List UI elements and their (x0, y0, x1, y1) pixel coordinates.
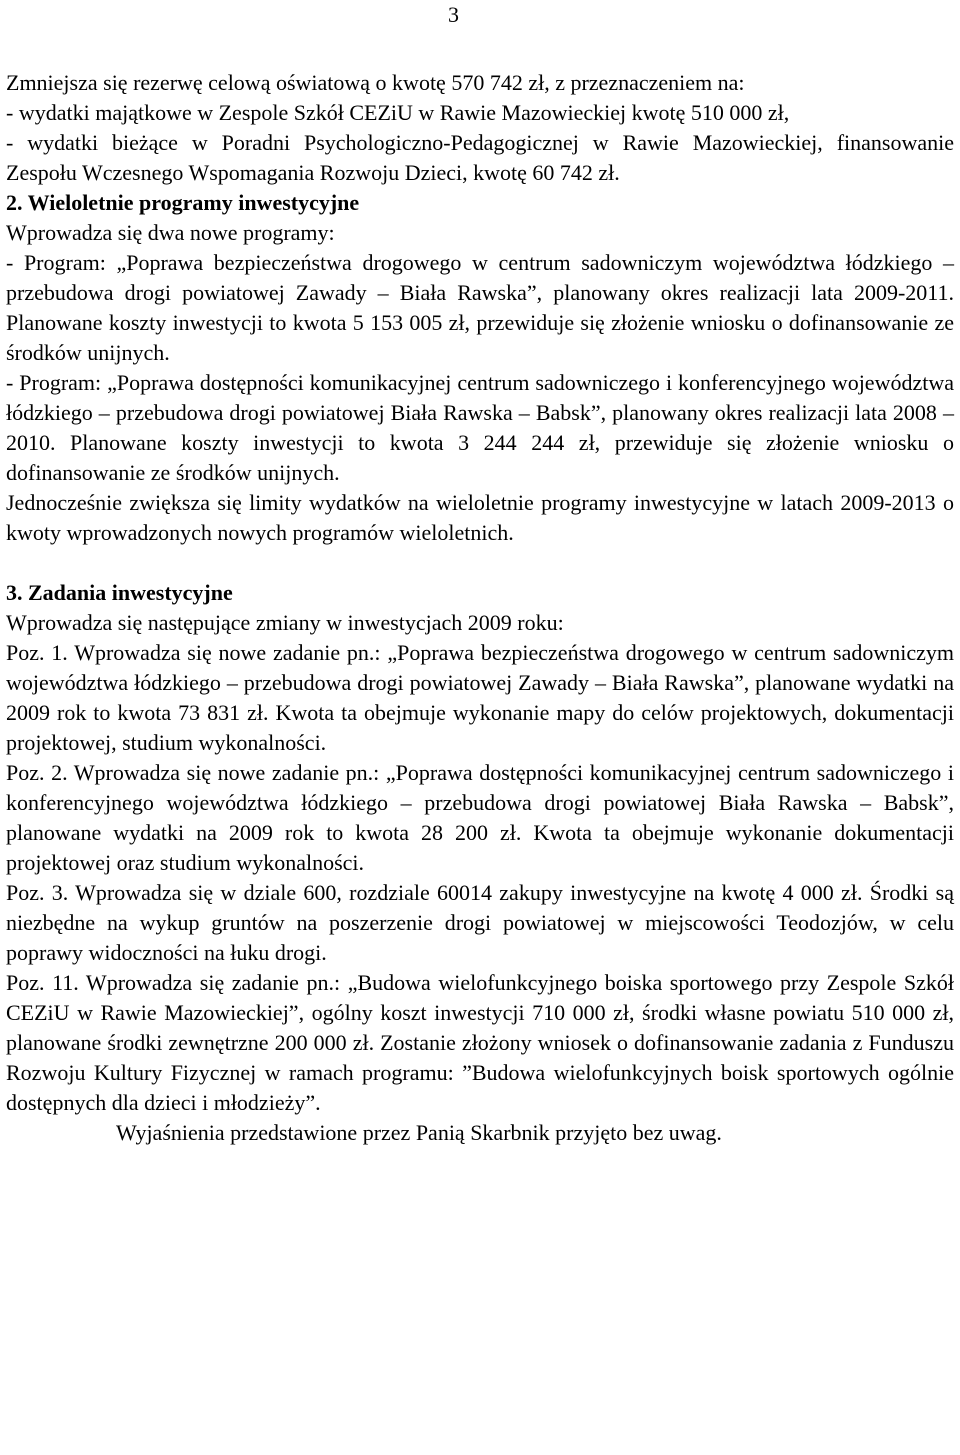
section-heading-multiyear-programs: 2. Wieloletnie programy inwestycyjne (6, 190, 360, 215)
closing-note: Wyjaśnienia przedstawione przez Panią Skarbnik przyjęto bez uwag. (116, 1120, 722, 1145)
investment-item-poz-11: Poz. 11. Wprowadza się zadanie pn.: „Budowa wielofunkcyjnego boiska sportowego przy Zespole Szkół CEZiU w Rawie Mazowieckiej”, ogólny koszt inwestycji 710 000 zł, środki własne powiatu 510 000 zł, planowane środki zewnętrzne 200 000 zł. Zostanie złożony wniosek o dofinansowanie zadania z Funduszu Rozwoju Kultury Fizycznej w ramach programu: ”Budowa wielofunkcyjnych boisk sportowych ogólnie dostępnych dla dzieci i młodzieży”. (6, 970, 954, 1115)
reserve-reduction-intro: Zmniejsza się rezerwę celową oświatową o kwotę 570 742 zł, z przeznaczeniem na: (6, 70, 745, 95)
section-heading-investment-tasks: 3. Zadania inwestycyjne (6, 580, 233, 605)
section-spacer (6, 548, 954, 578)
reserve-item-current-expenditure: - wydatki bieżące w Poradni Psychologiczno-Pedagogicznej w Rawie Mazowieckiej, finansowanie Zespołu Wczesnego Wspomagania Rozwoju Dzieci, kwotę 60 742 zł. (6, 130, 954, 185)
program-road-safety: - Program: „Poprawa bezpieczeństwa drogowego w centrum sadowniczym województwa łódzkiego – przebudowa drogi powiatowej Zawady – Biała Rawska”, planowany okres realizacji lata 2009-2011. Planowane koszty inwestycji to kwota 5 153 005 zł, przewiduje się złożenie wniosku o dofinansowanie ze środków unijnych. (6, 250, 954, 365)
investment-changes-intro: Wprowadza się następujące zmiany w inwestycjach 2009 roku: (6, 610, 564, 635)
investment-item-poz-3: Poz. 3. Wprowadza się w dziale 600, rozdziale 60014 zakupy inwestycyjne na kwotę 4 000 zł. Środki są niezbędne na wykup gruntów na poszerzenie drogi powiatowej w miejscowości Teodozjów, w celu poprawy widoczności na łuku drogi. (6, 880, 954, 965)
investment-item-poz-2: Poz. 2. Wprowadza się nowe zadanie pn.: „Poprawa dostępności komunikacyjnej centrum sadowniczego i konferencyjnego województwa łódzkiego – przebudowa drogi powiatowej Biała Rawska – Babsk”, planowane wydatki na 2009 rok to kwota 28 200 zł. Kwota ta obejmuje wykonanie dokumentacji projektowej oraz studium wykonalności. (6, 760, 954, 875)
reserve-item-capital-expenditure: - wydatki majątkowe w Zespole Szkół CEZiU w Rawie Mazowieckiej kwotę 510 000 zł, (6, 100, 790, 125)
programs-intro: Wprowadza się dwa nowe programy: (6, 220, 335, 245)
page-number: 3 (448, 2, 459, 27)
program-accessibility: - Program: „Poprawa dostępności komunikacyjnej centrum sadowniczego i konferencyjnego województwa łódzkiego – przebudowa drogi powiatowej Biała Rawska – Babsk”, planowany okres realizacji lata 2008 – 2010. Planowane koszty inwestycji to kwota 3 244 244 zł, przewiduje się złożenie wniosku o dofinansowanie ze środków unijnych. (6, 370, 954, 485)
document-body (6, 68, 954, 1148)
investment-item-poz-1: Poz. 1. Wprowadza się nowe zadanie pn.: „Poprawa bezpieczeństwa drogowego w centrum sadowniczym województwa łódzkiego – przebudowa drogi powiatowej Zawady – Biała Rawska”, planowane wydatki na 2009 rok to kwota 73 831 zł. Kwota ta obejmuje wykonanie mapy do celów projektowych, dokumentacji projektowej, studium wykonalności. (6, 640, 954, 755)
program-limits-increase: Jednocześnie zwiększa się limity wydatków na wieloletnie programy inwestycyjne w latach 2009-2013 o kwoty wprowadzonych nowych programów wieloletnich. (6, 490, 954, 545)
